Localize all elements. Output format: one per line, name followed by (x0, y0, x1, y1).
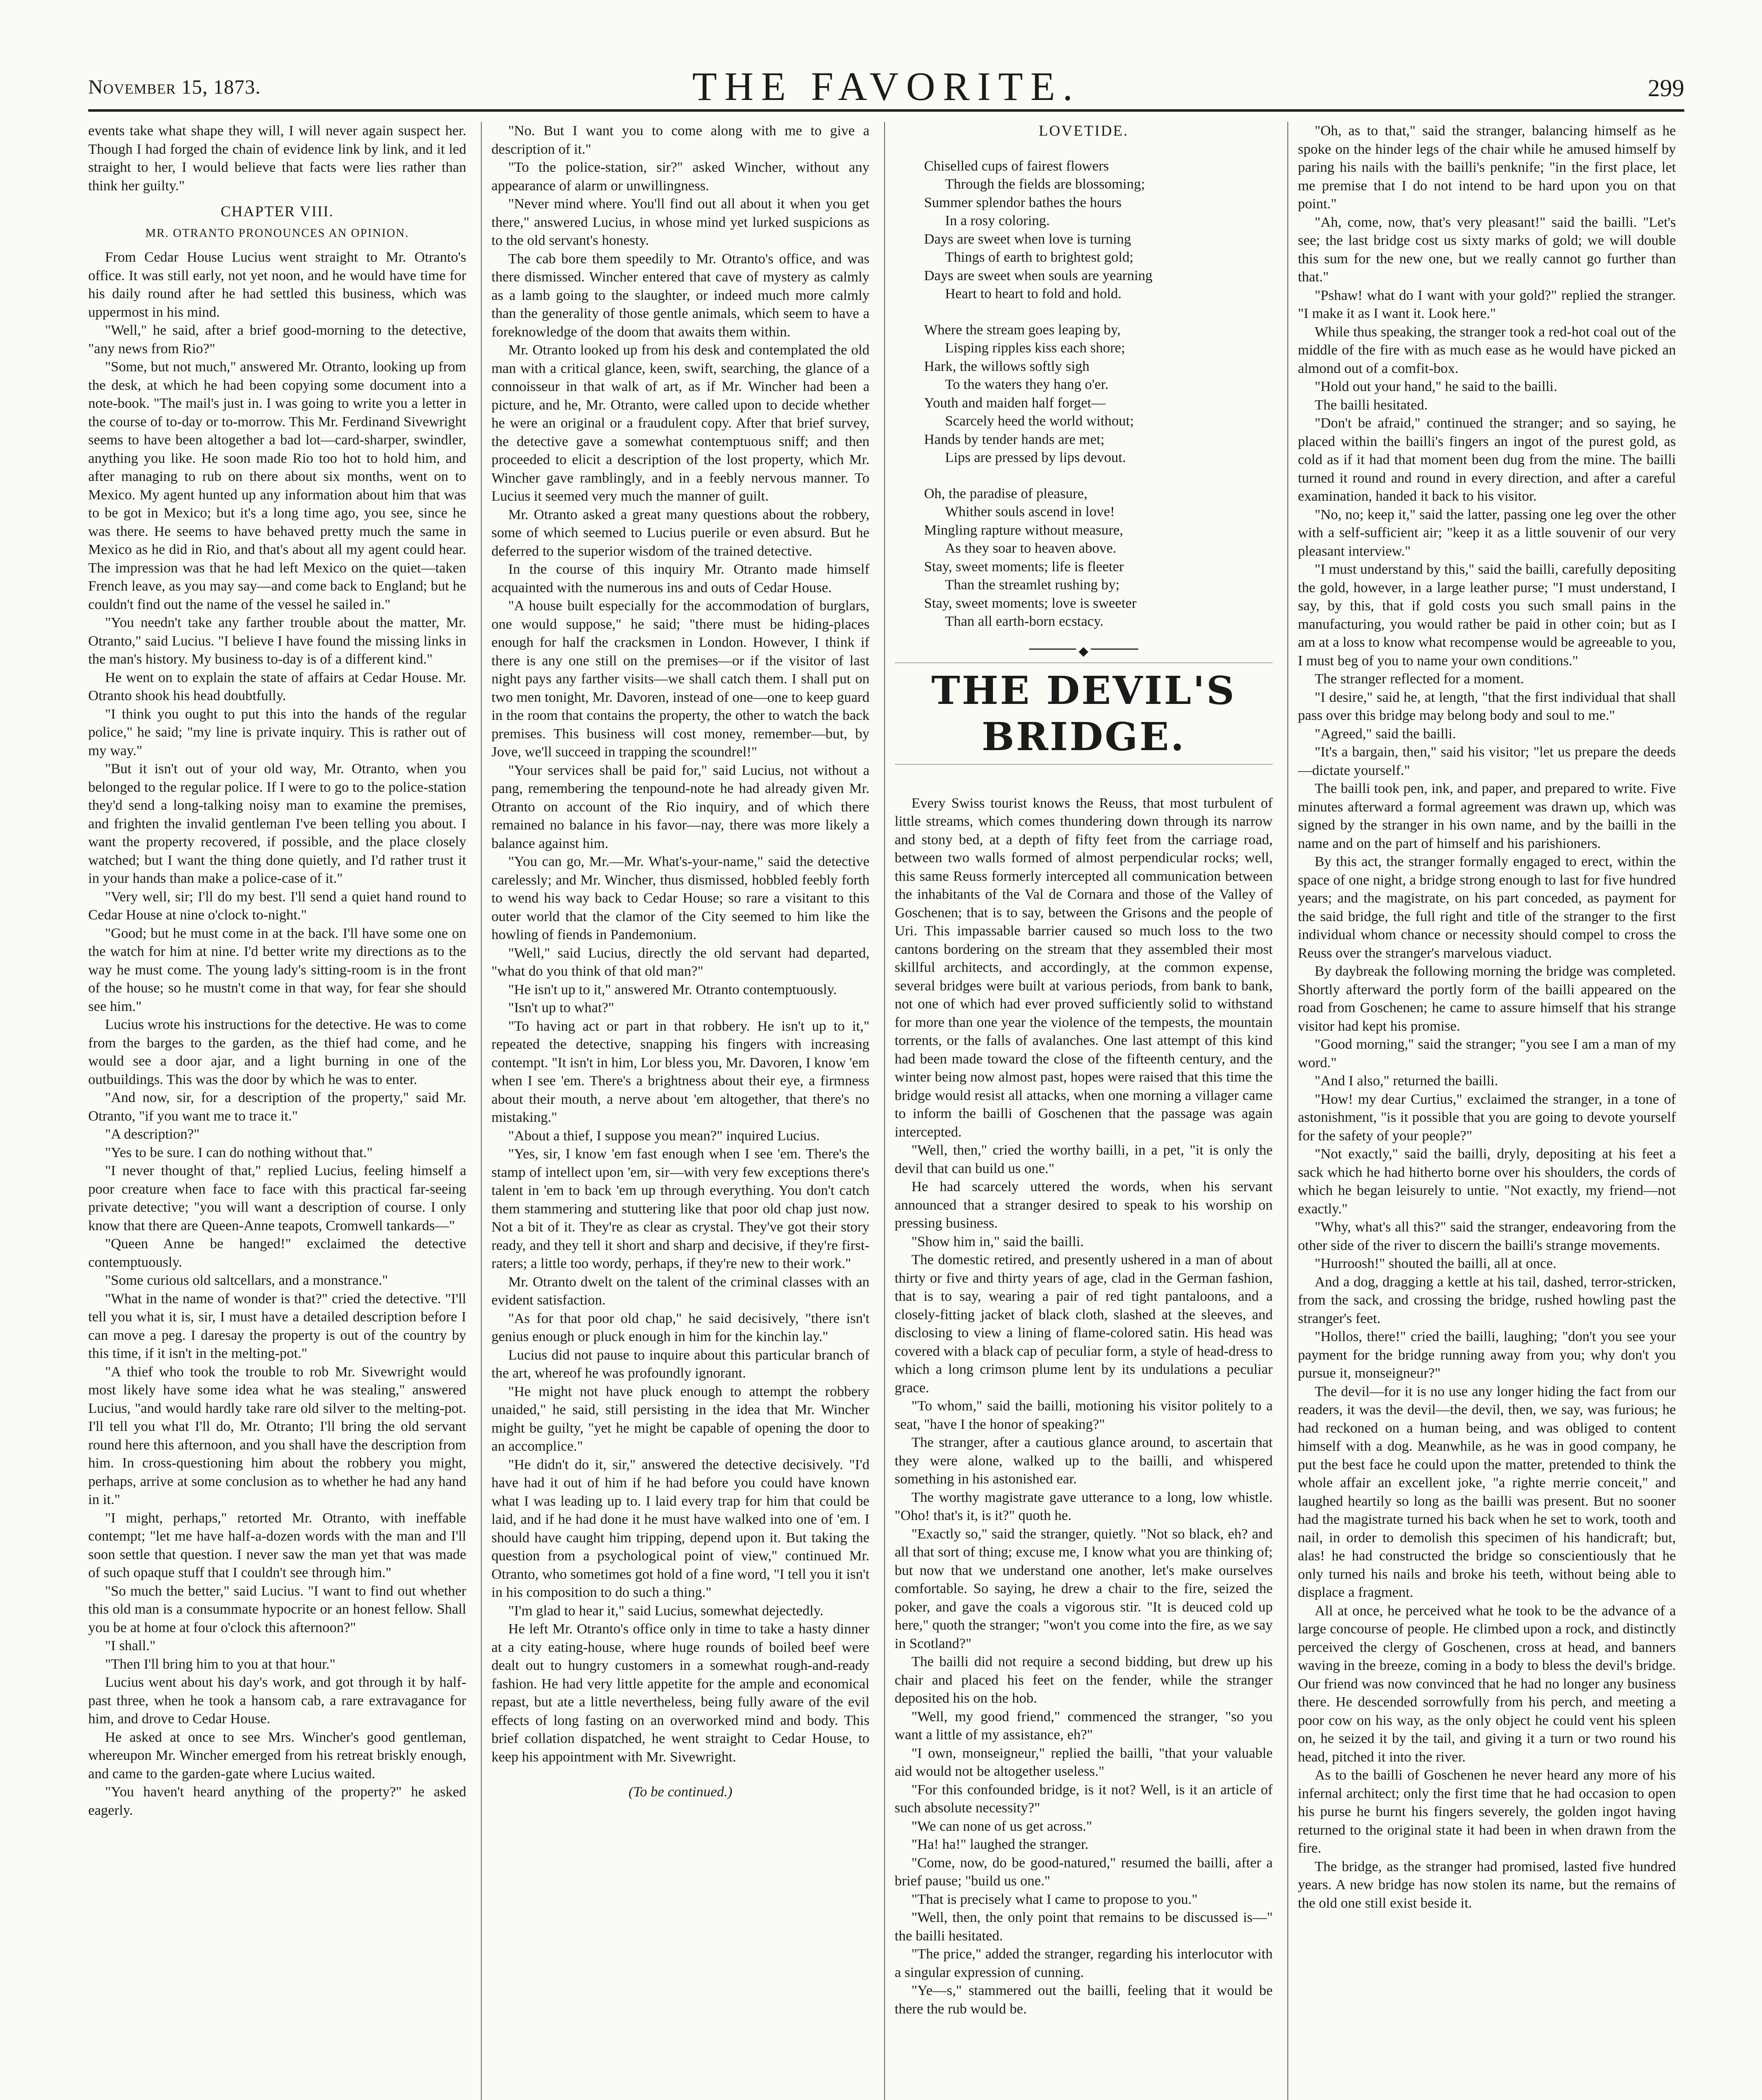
paragraph: "Exactly so," said the stranger, quietly. "Not so black, eh? and all that sort of thing; excuse me, I know what you are thinking of; but now that we understand one another, let's make ourselves comfortable. So saying, he drew a chair to the fire, seized the poker, and gave the coals a vigorous stir. "It is deuced cold up here," quoth the stranger; "won't you come into the fire, as we say in Scotland?" (895, 1526, 1273, 1651)
column-4 (1298, 122, 1676, 2100)
poem-line: Lips are pressed by lips devout. (945, 450, 1126, 465)
paragraph: "Your services shall be paid for," said Lucius, not without a pang, remembering the tenpound-note he had already given Mr. Otranto on account of the Rio inquiry, and of which there remained no balance in his favor—nay, there was more likely a balance against him. (491, 762, 869, 851)
column-1 (88, 122, 466, 2100)
paragraph: "I shall." (105, 1638, 156, 1654)
ornament-icon: ◆ (1076, 642, 1091, 661)
paragraph: "Ye—s," stammered out the bailli, feeling that it would be there the rub would be. (895, 1983, 1273, 2017)
paragraph: "Isn't up to what?" (508, 1000, 614, 1016)
chapter-heading: CHAPTER VIII. (221, 203, 334, 220)
poem-line: As they soar to heaven above. (945, 541, 1116, 556)
paragraph: "A house built especially for the accommodation of burglars, one would suppose," he said; "there must be hiding-places enough for half the cracksmen in London. However, I think if there is any one still on the premises—or if the visitor of last night pays any farther visits—we shall catch them. I shall put on two men tonight, Mr. Davoren, instead of one—one to keep guard in the room that contains the property, the other to watch the back premises. This business will cost money, remember—but, by Jove, we'll succeed in trapping the scoundrel!" (491, 598, 869, 760)
paragraph: The domestic retired, and presently ushered in a man of about thirty or five and thirty years of age, clad in the German fashion, that is to say, wearing a pair of red tight pantaloons, and a closely-fitting jacket of black cloth, slashed at the sleeves, and disclosing to view a lining of flame-colored satin. His head was covered with a black cap of peculiar form, a style of head-dress to which a long crimson plume lent by its undulations a peculiar grace. (895, 1252, 1273, 1396)
header-rule (88, 109, 1684, 112)
paragraph: "A thief who took the trouble to rob Mr. Sivewright would most likely have some idea what he was stealing," answered Lucius, "and would hardly take rare old silver to the melting-pot. I'll tell you what I'll do, Mr. Otranto; I'll bring the old servant round here this afternoon, and you shall have the description from him. In cross-questioning him about the robbery you might, perhaps, arrive at some conclusion as to whether he had any hand in it." (88, 1364, 466, 1507)
poem-line: Where the stream goes leaping by, (924, 322, 1121, 338)
paragraph: "Hollos, there!" cried the bailli, laughing; "don't you see your payment for the bridge running away from you; why don't you pursue it, monseigneur?" (1298, 1329, 1676, 1381)
paragraph: "So much the better," said Lucius. "I want to find out whether this old man is a consummate hypocrite or an honest fellow. Shall you be at home at four o'clock this afternoon?" (88, 1583, 466, 1635)
paragraph: "A description?" (105, 1126, 200, 1142)
poem-line: Chiselled cups of fairest flowers (924, 158, 1109, 174)
paragraph: The bailli took pen, ink, and paper, and prepared to write. Five minutes afterward a formal agreement was drawn up, which was signed by the stranger in his own name, and by the bailli in the name and on the part of himself and his parishioners. (1298, 781, 1676, 851)
poem-line: Heart to heart to fold and hold. (945, 286, 1122, 302)
poem-line: Hark, the willows softly sigh (924, 358, 1090, 374)
paragraph: "You haven't heard anything of the property?" he asked eagerly. (88, 1784, 466, 1818)
paragraph: The stranger, after a cautious glance around, to ascertain that they were alone, walked up to the bailli, and whispered something in his astonished ear. (895, 1435, 1273, 1487)
paragraph: "Not exactly," said the bailli, dryly, depositing at his feet a sack which he had hitherto borne over his shoulders, the cords of which he began leisurely to untie. "Not exactly, my friend—not exactly." (1298, 1146, 1676, 1217)
paragraph: "I'm glad to hear it," said Lucius, somewhat dejectedly. (508, 1603, 824, 1619)
paragraph: "Well, then," cried the worthy bailli, in a pet, "it is only the devil that can build us one." (895, 1142, 1273, 1176)
paragraph: The worthy magistrate gave utterance to a long, low whistle. "Oho! that's it, is it?" quoth he. (895, 1489, 1273, 1523)
poem-line: Scarcely heed the world without; (945, 413, 1134, 429)
column-3 (895, 122, 1273, 2100)
paragraph: While thus speaking, the stranger took a red-hot coal out of the middle of the fire with as much ease as he would have picked an almond out of a comfit-box. (1298, 324, 1676, 376)
paragraph: "About a thief, I suppose you mean?" inquired Lucius. (508, 1128, 820, 1144)
poem-line: Youth and maiden half forget— (924, 395, 1106, 411)
page-header (88, 63, 1684, 122)
paragraph: "Well," he said, after a brief good-morning to the detective, "any news from Rio?" (88, 323, 466, 357)
paragraph: "Then I'll bring him to you at that hour." (105, 1656, 336, 1672)
paragraph: "It's a bargain, then," said his visitor; "let us prepare the deeds—dictate yourself." (1298, 744, 1676, 778)
paragraph: "Hurroosh!" shouted the bailli, all at once. (1315, 1256, 1557, 1271)
paragraph: Lucius did not pause to inquire about this particular branch of the art, whereof he was profoundly ignorant. (491, 1347, 869, 1381)
paragraph: "I desire," said he, at length, "that the first individual that shall pass over this bridge may belong body and soul to me." (1298, 689, 1676, 723)
paragraph: "I never thought of that," replied Lucius, feeling himself a poor creature when face to face with this practical far-seeing private detective; "you will want a description of course. I only know that there are Queen-Anne teapots, Cromwell tankards—" (88, 1163, 466, 1234)
paragraph: "You needn't take any farther trouble about the matter, Mr. Otranto," said Lucius. "I believe I have found the missing links in the man's history. My business to-day is of a different kind." (88, 615, 466, 667)
paragraph: "Some curious old saltcellars, and a monstrance." (105, 1273, 388, 1288)
paragraph: "I think you ought to put this into the hands of the regular police," he said; "my line is private inquiry. This is rather out of my way." (88, 706, 466, 759)
paragraph: "Never mind where. You'll find out all about it when you get there," answered Lucius, in whose mind yet lurked suspicions as to the old servant's honesty. (491, 196, 869, 248)
paragraph: The devil—for it is no use any longer hiding the fact from our readers, it was the devil—the devil, then, we say, was furious; he had reckoned on a human being, and was obliged to content himself with a dog. Meanwhile, as he was in good company, he put the best face he could upon the matter, pretended to think the whole affair an excellent joke, "a righte merrie conceit," and laughed heartily so long as the bailli was present. But no sooner had the magistrate turned his back when he set to work, tooth and nail, in order to demolish this specimen of his handicraft; but, alas! he had constructed the bridge so conscientiously that he only turned his nails and broke his teeth, without being able to displace a fragment. (1298, 1383, 1676, 1600)
paragraph: "Why, what's all this?" said the stranger, endeavoring from the other side of the river to discern the bailli's strange movements. (1298, 1219, 1676, 1253)
poem-line: In a rosy coloring. (945, 213, 1050, 228)
paragraph: He had scarcely uttered the words, when his servant announced that a stranger desired to speak to his worship on pressing business. (895, 1179, 1273, 1231)
paragraph: By daybreak the following morning the bridge was completed. Shortly afterward the portly form of the bailli appeared on the road from Goschenen; he came to assure himself that his strange visitor had kept his promise. (1298, 963, 1676, 1034)
poem-line: Mingling rapture without measure, (924, 522, 1124, 538)
paragraph: The bridge, as the stranger had promised, lasted five hundred years. A new bridge has now stolen its name, but the remains of the old one still exist beside it. (1298, 1858, 1676, 1911)
page-number: 299 (1648, 74, 1684, 102)
poem-line: Lisping ripples kiss each shore; (945, 340, 1125, 356)
paragraph: "To having act or part in that robbery. He isn't up to it," repeated the detective, snapping his fingers with increasing contempt. "It isn't in him, Lor bless you, Mr. Davoren, I know 'em when I see 'em. There's a brightness about their eye, a firmness about their mouth, a nerve about 'em altogether, that there's no mistaking." (491, 1018, 869, 1125)
paragraph: "We can none of us get across." (911, 1818, 1092, 1834)
paragraph: And a dog, dragging a kettle at his tail, dashed, terror-stricken, from the sack, and crossing the bridge, rushed howling past the stranger's feet. (1298, 1274, 1676, 1326)
paragraph: "He might not have pluck enough to attempt the robbery unaided," he said, still persisting in the idea that Mr. Wincher might be guilty, "yet he might be capable of opening the door to an accomplice." (491, 1383, 869, 1454)
paragraph: "But it isn't out of your old way, Mr. Otranto, when you belonged to the regular police. If I were to go to the police-station they'd send a long-talking noisy man to examine the premises, and frighten the invalid gentleman I've been telling you about. I want the property recovered, if possible, and the place closely watched; but I want the thing done quietly, and I'd rather trust it in your hands than make a police-case of it." (88, 761, 466, 886)
paragraph: "What in the name of wonder is that?" cried the detective. "I'll tell you what it is, sir, I must have a detailed description before I can move a peg. I daresay the property is out of the country by this time, if it isn't in the melting-pot." (88, 1291, 466, 1361)
column-1-body (88, 248, 466, 1819)
poem-line: Oh, the paradise of pleasure, (924, 486, 1087, 501)
paragraph: "I might, perhaps," retorted Mr. Otranto, with ineffable contempt; "let me have half-a-dozen words with the man and I'll soon settle that question. I never saw the man yet that was made of such opaque stuff that I couldn't see through him." (88, 1510, 466, 1580)
paragraph: "Yes to be sure. I can do nothing without that." (105, 1144, 373, 1160)
paragraph: "Pshaw! what do I want with your gold?" replied the stranger. "I make it as I want it. Look here." (1298, 287, 1676, 321)
paragraph: "And I also," returned the bailli. (1315, 1073, 1498, 1089)
poem-stanza (924, 157, 1273, 303)
paragraph: Mr. Otranto asked a great many questions about the robbery, some of which seemed to Lucius puerile or even absurd. But he deferred to the superior wisdom of the trained detective. (491, 507, 869, 559)
paragraph: Lucius wrote his instructions for the detective. He was to come from the barges to the garden, as the thief had come, and he would see a door ajar, and a light burning in one of the outbuildings. This was the door by which he was to enter. (88, 1017, 466, 1087)
poem-line: Than all earth-born ecstacy. (945, 614, 1104, 629)
story-title: THE DEVIL'S BRIDGE. (895, 662, 1273, 765)
paragraph: "That is precisely what I came to propose to you." (911, 1891, 1198, 1907)
paragraph: "Well, then, the only point that remains to be discussed is—" the bailli hesitated. (895, 1910, 1273, 1944)
column-rule (1287, 122, 1288, 2100)
paragraph: He asked at once to see Mrs. Wincher's good gentleman, whereupon Mr. Wincher emerged from his retreat briskly enough, and came to the garden-gate where Lucius waited. (88, 1729, 466, 1782)
paragraph: "Good morning," said the stranger; "you see I am a man of my word." (1298, 1037, 1676, 1071)
paragraph: By this act, the stranger formally engaged to erect, within the space of one night, a bridge strong enough to last for five hundred years; and the magistrate, on his part conceded, as payment for the said bridge, the full right and title of the stranger to the first individual whom chance or necessity should compel to cross the Reuss over the stranger's marvelous viaduct. (1298, 854, 1676, 961)
chapter-subheading: MR. OTRANTO PRONOUNCES AN OPINION. (145, 226, 409, 240)
paragraph: "He didn't do it, sir," answered the detective decisively. "I'd have had it out of him if he had before you could have known what I was leading up to. I laid every trap for him that could be laid, and if he had done it he must have walked into one of 'em. I should have caught him tripping, depend upon it. But taking the question from a psychological point of view," continued Mr. Otranto, who sometimes got hold of a fine word, "I tell you it isn't in his composition to do such a thing." (491, 1457, 869, 1600)
poem-line: Stay, sweet moments; life is fleeter (924, 559, 1124, 575)
column-2 (491, 122, 869, 2100)
paragraph: "Show him in," said the bailli. (911, 1234, 1084, 1250)
paragraph: He left Mr. Otranto's office only in time to take a hasty dinner at a city eating-house, where huge rounds of boiled beef were dealt out to hungry customers in a somewhat rough-and-ready fashion. He had very little appetite for the ample and economical repast, but ate a little nevertheless, being fully aware of the evil effects of long fasting on an overworked mind and body. This brief collation dispatched, he went straight to Cedar House, to keep his appointment with Mr. Sivewright. (491, 1621, 869, 1765)
paragraph: "Hold out your hand," he said to the bailli. (1315, 379, 1557, 394)
poem-line: Days are sweet when love is turning (924, 231, 1131, 247)
poem-line: Things of earth to brightest gold; (945, 249, 1134, 265)
poem-title: LOVETIDE. (1039, 122, 1129, 139)
paragraph: Mr. Otranto dwelt on the talent of the criminal classes with an evident satisfaction. (491, 1274, 869, 1308)
poem-line: Days are sweet when souls are yearning (924, 268, 1153, 284)
poem-stanza (924, 485, 1273, 631)
paragraph: He went on to explain the state of affairs at Cedar House. Mr. Otranto shook his head doubtfully. (88, 669, 466, 704)
poem-line: Hands by tender hands are met; (924, 431, 1105, 447)
paragraph: "He isn't up to it," answered Mr. Otranto contemptuously. (508, 982, 837, 998)
paragraph: "Come, now, do be good-natured," resumed the bailli, after a brief pause; "build us one." (895, 1855, 1273, 1889)
paragraph: "Queen Anne be hanged!" exclaimed the detective contemptuously. (88, 1236, 466, 1270)
paragraph: From Cedar House Lucius went straight to Mr. Otranto's office. It was still early, not yet noon, and he would have time for his daily round after he had settled this business, which was uppermost in his mind. (88, 249, 466, 320)
paragraph: "And now, sir, for a description of the property," said Mr. Otranto, "if you want me to trace it." (88, 1090, 466, 1124)
poem-line: To the waters they hang o'er. (945, 377, 1108, 392)
paragraph: "Don't be afraid," continued the stranger; and so saying, he placed within the bailli's fingers an ingot of the purest gold, as cold as if it had that moment been dug from the mine. The bailli turned it round and round in every direction, and after a careful examination, handed it back to his visitor. (1298, 415, 1676, 504)
ornament-divider (1029, 644, 1138, 658)
column-rule (884, 122, 885, 2100)
paragraph: Lucius went about his day's work, and got through it by half-past three, when he took a hansom cab, a rare extravagance for him, and drove to Cedar House. (88, 1675, 466, 1727)
paragraph: "Ha! ha!" laughed the stranger. (911, 1837, 1089, 1852)
paragraph: "No. But I want you to come along with me to give a description of it." (491, 123, 869, 157)
poem-line: Stay, sweet moments; love is sweeter (924, 595, 1137, 611)
issue-date: November 15, 1873. (88, 76, 261, 98)
paragraph: All at once, he perceived what he took to be the advance of a large concourse of people. He climbed upon a rock, and distinctly perceived the clergy of Goschenen, cross at head, and banners waving in the breeze, coming in a body to bless the devil's bridge. Our friend was now convinced that he had no longer any business there. He descended sorrowfully from his perch, and meeting a poor cow on his way, as the only object he could vent his spleen on, he seized it by the tail, and giving it a turn or two round his head, pitched it into the river. (1298, 1603, 1676, 1765)
paragraph: "I must understand by this," said the bailli, carefully depositing the gold, however, in a large leather purse; "I must understand, I say, by this, that if gold costs you such small pains in the manufacturing, you would rather be paid in other coin; but as I am at a loss to know what recompense would be agreeable to you, I must beg of you to name your own conditions." (1298, 562, 1676, 669)
paragraph: "Agreed," said the bailli. (1315, 726, 1456, 742)
paragraph: "As for that poor old chap," he said decisively, "there isn't genius enough or pluck enough in him for the kinchin lay." (491, 1310, 869, 1344)
paragraph: "Well, my good friend," commenced the stranger, "so you want a little of my assistance, eh?" (895, 1709, 1273, 1743)
paragraph: "Oh, as to that," said the stranger, balancing himself as he spoke on the hinder legs of the chair while he amused himself by paring his nails with the bailli's penknife; "in the first place, let me premise that I do not intend to be hard upon you on that point." (1298, 123, 1676, 212)
poem-body (895, 157, 1273, 631)
to-be-continued: (To be continued.) (628, 1784, 733, 1800)
paragraph: Mr. Otranto looked up from his desk and contemplated the old man with a critical glance, keen, swift, searching, the glance of a connoisseur in that walk of art, as if Mr. Wincher had been a picture, and he, Mr. Otranto, were called upon to decide whether he were an original or a fraudulent copy. After that brief survey, the detective gave a somewhat contemptuous sniff; and then proceeded to elicit a description of the lost property, which Mr. Wincher gave ramblingly, and in a feebly nervous manner. To Lucius it seemed very much the manner of guilt. (491, 342, 869, 504)
paragraph: The cab bore them speedily to Mr. Otranto's office, and was there dismissed. Wincher entered that cave of mystery as calmly as a lamb going to the slaughter, or indeed much more calmly than the generality of those gentle animals, which seem to have a foreknowledge of the doom that awaits them within. (491, 251, 869, 340)
paragraph: "Very well, sir; I'll do my best. I'll send a quiet hand round to Cedar House at nine o'clock to-night." (88, 889, 466, 923)
paragraph: "Yes, sir, I know 'em fast enough when I see 'em. There's the stamp of intellect upon 'em, sir—with very few exceptions there's talent in 'em to back 'em up through everything. You don't catch them stammering and stuttering like that poor old chap just now. Not a bit of it. They're as clear as crystal. They've got their story ready, and they tell it short and sharp and decisive, if they're first-raters; a little too wordy, perhaps, if they're new to their work." (491, 1146, 869, 1271)
paragraph: "How! my dear Curtius," exclaimed the stranger, in a tone of astonishment, "is it possible that you are going to devote yourself for the safety of your people?" (1298, 1091, 1676, 1144)
paragraph: As to the bailli of Goschenen he never heard any more of his infernal architect; only the first time that he had occasion to open his purse he burnt his fingers severely, the golden ingot having returned to the original state it had been in when drawn from the fire. (1298, 1767, 1676, 1856)
paragraph: "Ah, come, now, that's very pleasant!" said the bailli. "Let's see; the last bridge cost us sixty marks of gold; we will double this sum for the new one, but we really cannot go further than that." (1298, 214, 1676, 285)
paragraph: The bailli hesitated. (1315, 397, 1428, 413)
paragraph: "Well," said Lucius, directly the old servant had departed, "what do you think of that old man?" (491, 945, 869, 979)
column-rule (481, 122, 482, 2100)
masthead-title: THE FAVORITE. (692, 64, 1080, 109)
column-4-body (1298, 122, 1676, 1912)
paragraph: events take what shape they will, I will never again suspect her. Though I had forged the chain of evidence link by link, and it led straight to her, I would believe that facts were lies rather than think her guilty." (88, 123, 466, 194)
column-3-body (895, 794, 1273, 2019)
poem-line: Than the streamlet rushing by; (945, 577, 1120, 593)
paragraph: "Some, but not much," answered Mr. Otranto, looking up from the desk, at which he had been copying some document into a note-book. "The mail's just in. I was going to write you a letter in the course of to-day or to-morrow. This Mr. Ferdinand Sivewright seems to have been altogether a bad lot—card-sharper, swindler, anything you like. He soon made Rio too hot to hold him, and after managing to rub on there about six months, went on to Mexico. My agent hunted up any information about him that was to be got in Mexico; but it's a long time ago, you see, since he was there. He seems to have behaved pretty much the same in Mexico as he did in Rio, and that's about all my agent could hear. The impression was that he had left Mexico on the quiet—taken French leave, as you may say—and come back to England; but he couldn't find out the name of the vessel he sailed in." (88, 359, 466, 612)
paragraph: "You can go, Mr.—Mr. What's-your-name," said the detective carelessly; and Mr. Wincher, thus dismissed, hobbled feebly forth to wend his way back to Cedar House; so rare a visitant to this outer world that the clamor of the City seemed to him like the howling of fiends in Pandemonium. (491, 854, 869, 942)
paragraph: Every Swiss tourist knows the Reuss, that most turbulent of little streams, which comes thundering down through its narrow and stony bed, at a depth of fifty feet from the carriage road, between two walls formed of almost perpendicular rocks; well, this same Reuss formerly intercepted all communication between the inhabitants of the Val de Cornara and those of the Valley of Goschenen; that is to say, between the Grisons and the people of Uri. This impassable barrier caused so much loss to the two cantons bordering on the stream that they assembled their most skillful architects, and accordingly, at the common expense, several bridges were built at various periods, from bank to bank, not one of which had ever proved sufficiently solid to withstand for more than one year the violence of the tempests, the mountain torrents, or the falls of avalanches. One last attempt of this kind had been made toward the close of the fifteenth century, and the winter being now almost past, hopes were raised that this time the bridge would resist all attacks, when one morning a villager came to inform the bailli of Goschenen that the passage was again intercepted. (895, 795, 1273, 1140)
paragraph: "Good; but he must come in at the back. I'll have some one on the watch for him at nine. I'd better write my directions as to the way he must come. The young lady's sitting-room is in the front of the house; so he mustn't come in that way, for fear she should see him." (88, 925, 466, 1014)
poem-stanza (924, 321, 1273, 467)
column-2-body (491, 122, 869, 1766)
paragraph: The stranger reflected for a moment. (1315, 671, 1524, 687)
paragraph: "No, no; keep it," said the latter, passing one leg over the other with a self-sufficient air; "keep it as a little souvenir of our very pleasant interview." (1298, 507, 1676, 559)
poem-line: Through the fields are blossoming; (945, 176, 1145, 192)
paragraph: "The price," added the stranger, regarding his interlocutor with a singular expression of cunning. (895, 1946, 1273, 1980)
paragraph: "To the police-station, sir?" asked Wincher, without any appearance of alarm or unwillingness. (491, 160, 869, 194)
poem-line: Summer splendor bathes the hours (924, 194, 1122, 210)
paragraph: The bailli did not require a second bidding, but drew up his chair and placed his feet on the fender, while the stranger deposited his on the hob. (895, 1654, 1273, 1706)
paragraph: In the course of this inquiry Mr. Otranto made himself acquainted with the numerous ins and outs of Cedar House. (491, 562, 869, 596)
paragraph: "To whom," said the bailli, motioning his visitor politely to a seat, "have I the honor of speaking?" (895, 1398, 1273, 1432)
paragraph: "For this confounded bridge, is it not? Well, is it an article of such absolute necessity?" (895, 1782, 1273, 1816)
paragraph: "I own, monseigneur," replied the bailli, "that your valuable aid would not be altogether useless." (895, 1745, 1273, 1779)
poem-line: Whither souls ascend in love! (945, 504, 1115, 520)
